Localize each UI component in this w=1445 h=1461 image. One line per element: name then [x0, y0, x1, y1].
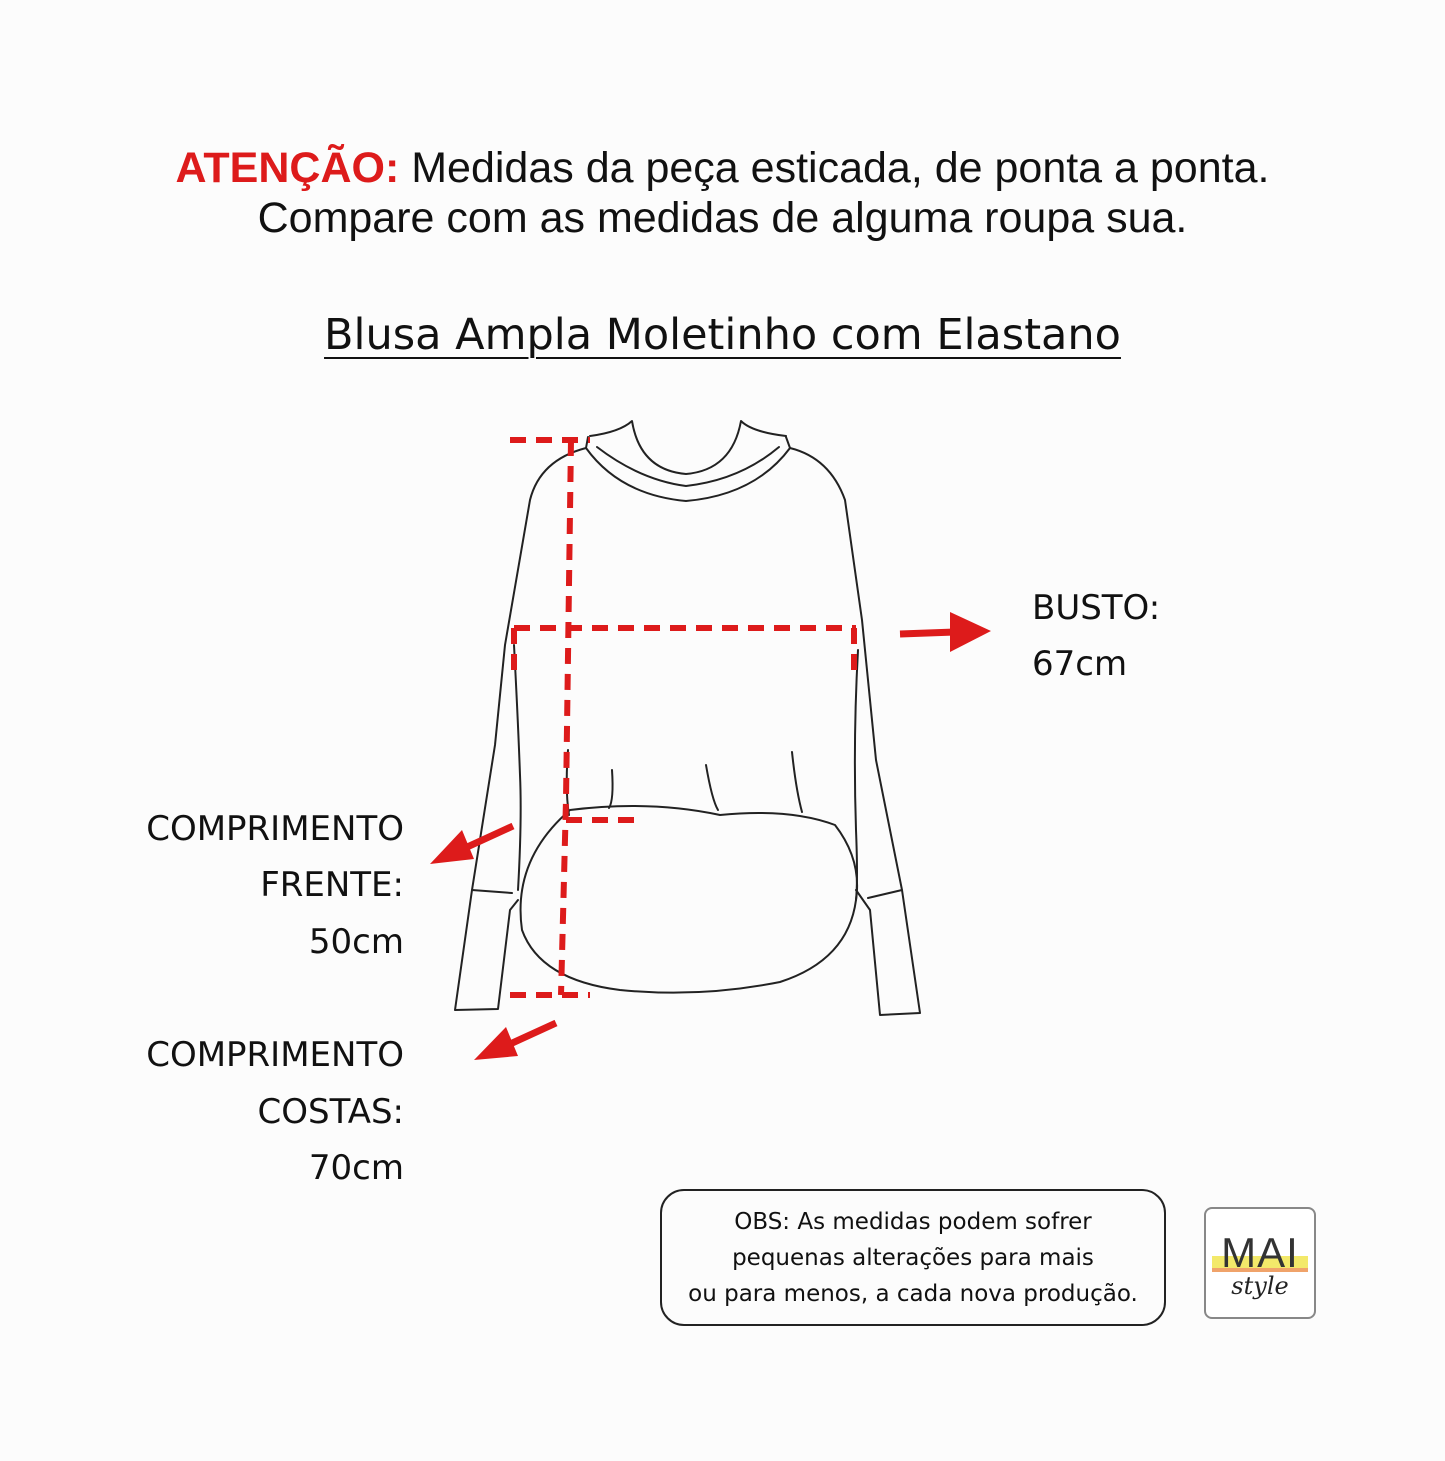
notice-line-2: Compare com as medidas de alguma roupa sua. [257, 194, 1188, 242]
arrow-down-left-icon [430, 826, 513, 864]
comprimento-costas-label-1: COMPRIMENTO [146, 1035, 404, 1075]
measurement-lines [510, 440, 856, 995]
busto-value: 67cm [1032, 644, 1128, 684]
logo-mark [1206, 1209, 1314, 1317]
arrow-right-icon [900, 612, 991, 652]
obs-note-box [660, 1189, 1166, 1326]
brand-logo [1204, 1207, 1316, 1319]
arrow-down-left-icon [474, 1023, 556, 1060]
comprimento-frente-label-1: COMPRIMENTO [146, 809, 404, 849]
obs-line-1: OBS: As medidas podem sofrer [734, 1209, 1092, 1235]
logo-script-text: style [1231, 1272, 1289, 1300]
comprimento-frente-value: 50cm [308, 922, 404, 962]
busto-label: BUSTO: [1032, 588, 1161, 628]
title-text: Blusa Ampla Moletinho com Elastano [324, 310, 1121, 360]
garment-sketch [455, 421, 920, 1015]
logo-brand-text: MAI [1221, 1229, 1299, 1276]
comprimento-costas-value: 70cm [308, 1148, 404, 1188]
obs-line-2: pequenas alterações para mais [732, 1245, 1094, 1271]
warning-label: ATENÇÃO: [175, 144, 400, 192]
notice-text-1: Medidas da peça esticada, de ponta a ponta. [399, 144, 1270, 192]
obs-line-3: ou para menos, a cada nova produção. [688, 1281, 1138, 1307]
comprimento-frente-label-2: FRENTE: [260, 865, 404, 905]
comprimento-costas-label-2: COSTAS: [257, 1092, 404, 1132]
